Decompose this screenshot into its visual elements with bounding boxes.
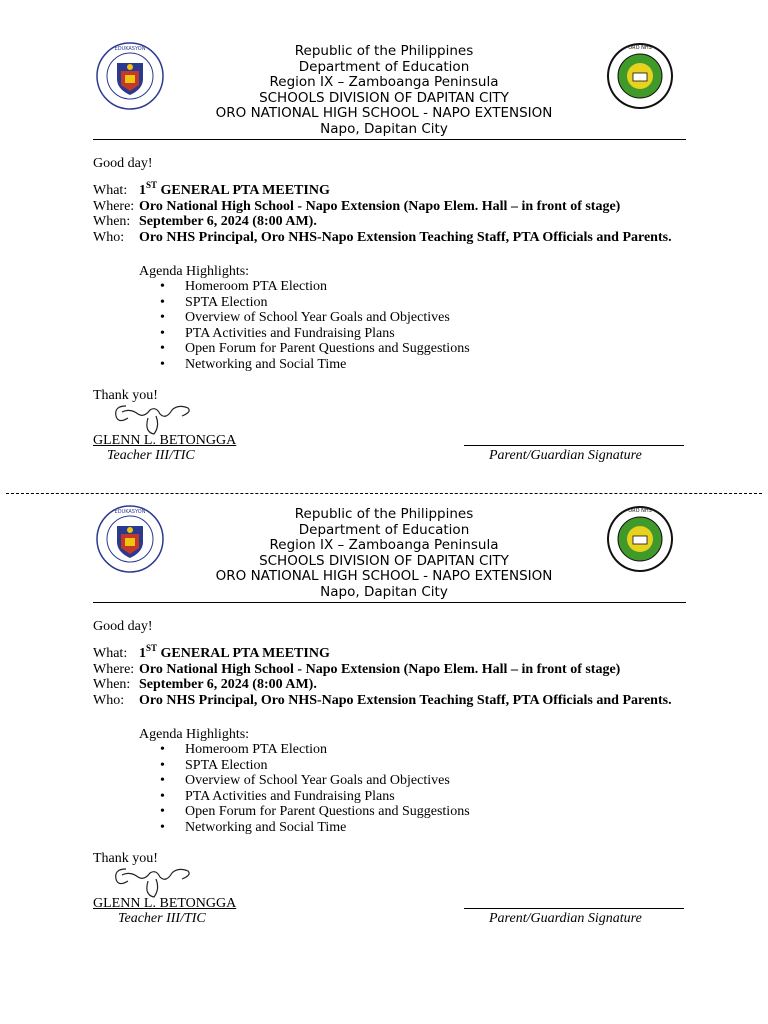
agenda-title: Agenda Highlights: bbox=[139, 264, 250, 279]
what-value: 1ST GENERAL PTA MEETING bbox=[139, 180, 330, 198]
parent-signature-label: Parent/Guardian Signature bbox=[489, 448, 642, 463]
when-row bbox=[93, 214, 317, 230]
when-row bbox=[93, 677, 317, 693]
letterhead-line-division: SCHOOLS DIVISION OF DAPITAN CITY bbox=[259, 89, 509, 106]
letterhead-line-division: SCHOOLS DIVISION OF DAPITAN CITY bbox=[259, 552, 509, 569]
what-row bbox=[93, 180, 330, 199]
agenda-item: • Open Forum for Parent Questions and Suggestions bbox=[139, 804, 470, 820]
greeting: Good day! bbox=[93, 619, 153, 634]
signer-title: Teacher III/TIC bbox=[107, 448, 195, 463]
who-value: Oro NHS Principal, Oro NHS-Napo Extension Teaching Staff, PTA Officials and Parents. bbox=[139, 693, 672, 708]
agenda-item: • Networking and Social Time bbox=[139, 357, 470, 373]
where-value: Oro National High School - Napo Extension (Napo Elem. Hall – in front of stage) bbox=[139, 199, 621, 214]
svg-text:EDUKASYON: EDUKASYON bbox=[114, 46, 146, 52]
school-seal-logo bbox=[605, 41, 675, 111]
handwritten-signature bbox=[108, 859, 198, 899]
svg-text:ORO NHS: ORO NHS bbox=[628, 508, 652, 514]
letterhead-line-department: Department of Education bbox=[298, 521, 470, 538]
svg-text:EDUKASYON: EDUKASYON bbox=[114, 509, 146, 515]
agenda-list bbox=[139, 742, 470, 835]
letterhead-line-republic: Republic of the Philippines bbox=[294, 43, 474, 59]
who-row bbox=[93, 693, 672, 709]
agenda-item: • Homeroom PTA Election bbox=[139, 279, 470, 295]
deped-logo bbox=[95, 41, 165, 111]
memo-copy-bottom bbox=[0, 507, 768, 927]
greeting: Good day! bbox=[93, 156, 153, 171]
letterhead-line-region: Region IX – Zamboanga Peninsula bbox=[269, 537, 499, 553]
signer-name: GLENN L. BETONGGA bbox=[93, 433, 237, 448]
agenda-item: • Open Forum for Parent Questions and Suggestions bbox=[139, 341, 470, 357]
when-label: When: bbox=[93, 214, 131, 229]
signer-name: GLENN L. BETONGGA bbox=[93, 896, 237, 911]
agenda-item: • Overview of School Year Goals and Objectives bbox=[139, 773, 470, 789]
agenda-item: • SPTA Election bbox=[139, 295, 470, 311]
letterhead-line-region: Region IX – Zamboanga Peninsula bbox=[269, 74, 499, 90]
signer-title: Teacher III/TIC bbox=[118, 911, 206, 926]
parent-signature-label: Parent/Guardian Signature bbox=[489, 911, 642, 926]
thank-you: Thank you! bbox=[93, 388, 158, 403]
letterhead-line-address: Napo, Dapitan City bbox=[320, 583, 448, 600]
agenda-item: • Overview of School Year Goals and Objectives bbox=[139, 310, 470, 326]
what-value: 1ST GENERAL PTA MEETING bbox=[139, 643, 330, 661]
where-row bbox=[93, 199, 620, 215]
who-label: Who: bbox=[93, 693, 125, 708]
agenda-title: Agenda Highlights: bbox=[139, 727, 250, 742]
where-label: Where: bbox=[93, 199, 135, 214]
where-row bbox=[93, 662, 620, 678]
letterhead-line-department: Department of Education bbox=[298, 58, 470, 75]
letterhead-line-republic: Republic of the Philippines bbox=[294, 506, 474, 522]
parent-signature-line bbox=[464, 445, 684, 446]
school-seal-logo bbox=[605, 504, 675, 574]
who-row bbox=[93, 230, 672, 246]
handwritten-signature bbox=[108, 396, 198, 436]
svg-text:ORO NHS: ORO NHS bbox=[628, 45, 652, 51]
memo-copy-top bbox=[0, 44, 768, 464]
agenda-item: • SPTA Election bbox=[139, 758, 470, 774]
parent-signature-line bbox=[464, 908, 684, 909]
when-value: September 6, 2024 (8:00 AM). bbox=[139, 677, 317, 692]
what-row bbox=[93, 643, 330, 662]
letterhead-rule bbox=[93, 602, 686, 603]
letterhead-line-address: Napo, Dapitan City bbox=[320, 120, 448, 137]
what-label: What: bbox=[93, 183, 128, 198]
when-value: September 6, 2024 (8:00 AM). bbox=[139, 214, 317, 229]
who-label: Who: bbox=[93, 230, 125, 245]
agenda-item: • PTA Activities and Fundraising Plans bbox=[139, 326, 470, 342]
agenda-item: • PTA Activities and Fundraising Plans bbox=[139, 789, 470, 805]
where-value: Oro National High School - Napo Extension (Napo Elem. Hall – in front of stage) bbox=[139, 662, 621, 677]
cut-line bbox=[6, 493, 762, 494]
letterhead-line-school: ORO NATIONAL HIGH SCHOOL - NAPO EXTENSION bbox=[215, 105, 553, 121]
where-label: Where: bbox=[93, 662, 135, 677]
when-label: When: bbox=[93, 677, 131, 692]
who-value: Oro NHS Principal, Oro NHS-Napo Extension Teaching Staff, PTA Officials and Parents. bbox=[139, 230, 672, 245]
letterhead-rule bbox=[93, 139, 686, 140]
what-label: What: bbox=[93, 646, 128, 661]
letterhead-line-school: ORO NATIONAL HIGH SCHOOL - NAPO EXTENSION bbox=[215, 568, 553, 584]
agenda-item: • Networking and Social Time bbox=[139, 820, 470, 836]
thank-you: Thank you! bbox=[93, 851, 158, 866]
agenda-list bbox=[139, 279, 470, 372]
agenda-item: • Homeroom PTA Election bbox=[139, 742, 470, 758]
deped-logo bbox=[95, 504, 165, 574]
